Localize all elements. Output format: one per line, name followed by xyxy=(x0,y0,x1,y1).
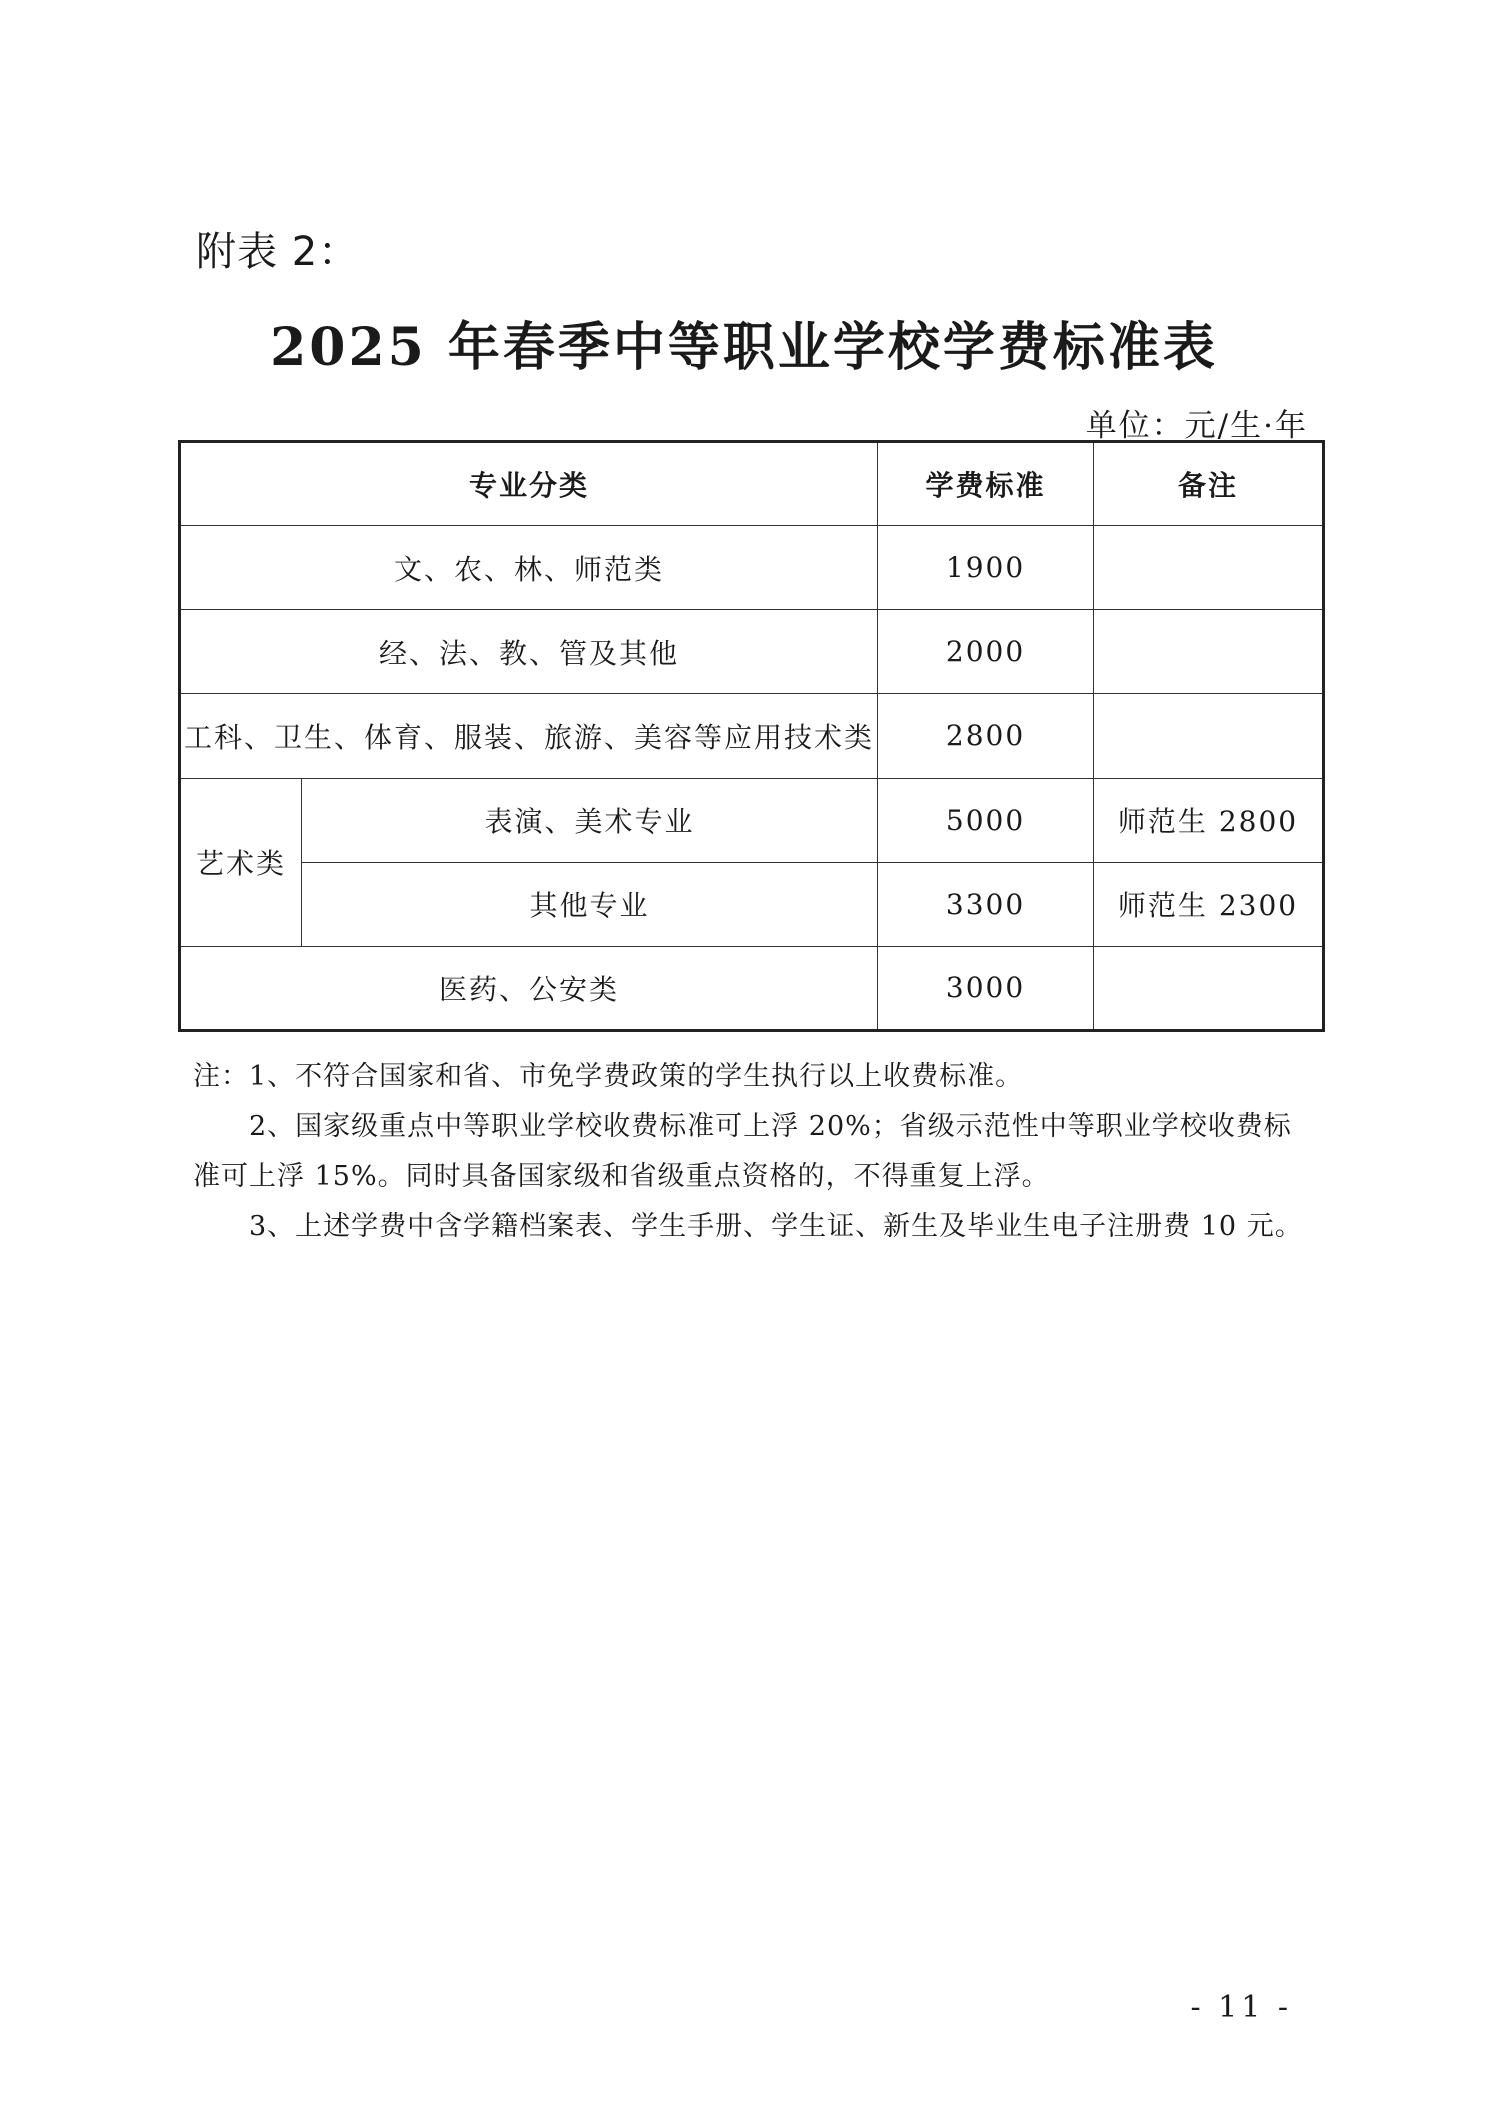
page-number: - 11 - xyxy=(1190,1990,1292,2025)
attachment-label: 附表 2： xyxy=(196,229,360,275)
table-row xyxy=(180,610,1324,694)
table-row xyxy=(180,946,1324,1030)
table-row xyxy=(180,526,1324,610)
remark-cell xyxy=(1094,694,1324,778)
category-cell: 医药、公安类 xyxy=(180,946,878,1030)
category-cell: 经、法、教、管及其他 xyxy=(180,610,878,694)
remark-cell: 师范生 2800 xyxy=(1094,778,1324,862)
note-item: 注：1、不符合国家和省、市免学费政策的学生执行以上收费标准。 xyxy=(193,1061,1024,1092)
remark-cell: 师范生 2300 xyxy=(1094,862,1324,946)
category-cell: 表演、美术专业 xyxy=(302,778,878,862)
remark-cell xyxy=(1094,526,1324,610)
table-header-row xyxy=(180,442,1324,526)
fee-cell: 2800 xyxy=(878,694,1094,778)
page-title: 2025 年春季中等职业学校学费标准表 xyxy=(270,317,1218,378)
unit-label: 单位：元/生·年 xyxy=(1085,408,1308,444)
remark-cell xyxy=(1094,946,1324,1030)
header-fee: 学费标准 xyxy=(878,442,1094,526)
fee-table xyxy=(178,440,1325,1032)
art-group-cell: 艺术类 xyxy=(180,778,302,946)
fee-cell: 1900 xyxy=(878,526,1094,610)
table-row xyxy=(180,778,1324,862)
category-cell: 文、农、林、师范类 xyxy=(180,526,878,610)
category-cell: 工科、卫生、体育、服装、旅游、美容等应用技术类 xyxy=(180,694,878,778)
remark-cell xyxy=(1094,610,1324,694)
header-category: 专业分类 xyxy=(180,442,878,526)
note-item: 3、上述学费中含学籍档案表、学生手册、学生证、新生及毕业生电子注册费 10 元。 xyxy=(249,1211,1303,1242)
table-row xyxy=(180,694,1324,778)
fee-cell: 5000 xyxy=(878,778,1094,862)
header-remark: 备注 xyxy=(1094,442,1324,526)
fee-cell: 2000 xyxy=(878,610,1094,694)
note-item: 2、国家级重点中等职业学校收费标准可上浮 20%；省级示范性中等职业学校收费标准可上浮 15%。同时具备国家级和省级重点资格的，不得重复上浮。 xyxy=(193,1111,1292,1192)
category-cell: 其他专业 xyxy=(302,862,878,946)
fee-cell: 3300 xyxy=(878,862,1094,946)
table-row xyxy=(180,862,1324,946)
fee-cell: 3000 xyxy=(878,946,1094,1030)
notes xyxy=(193,1052,1305,1252)
